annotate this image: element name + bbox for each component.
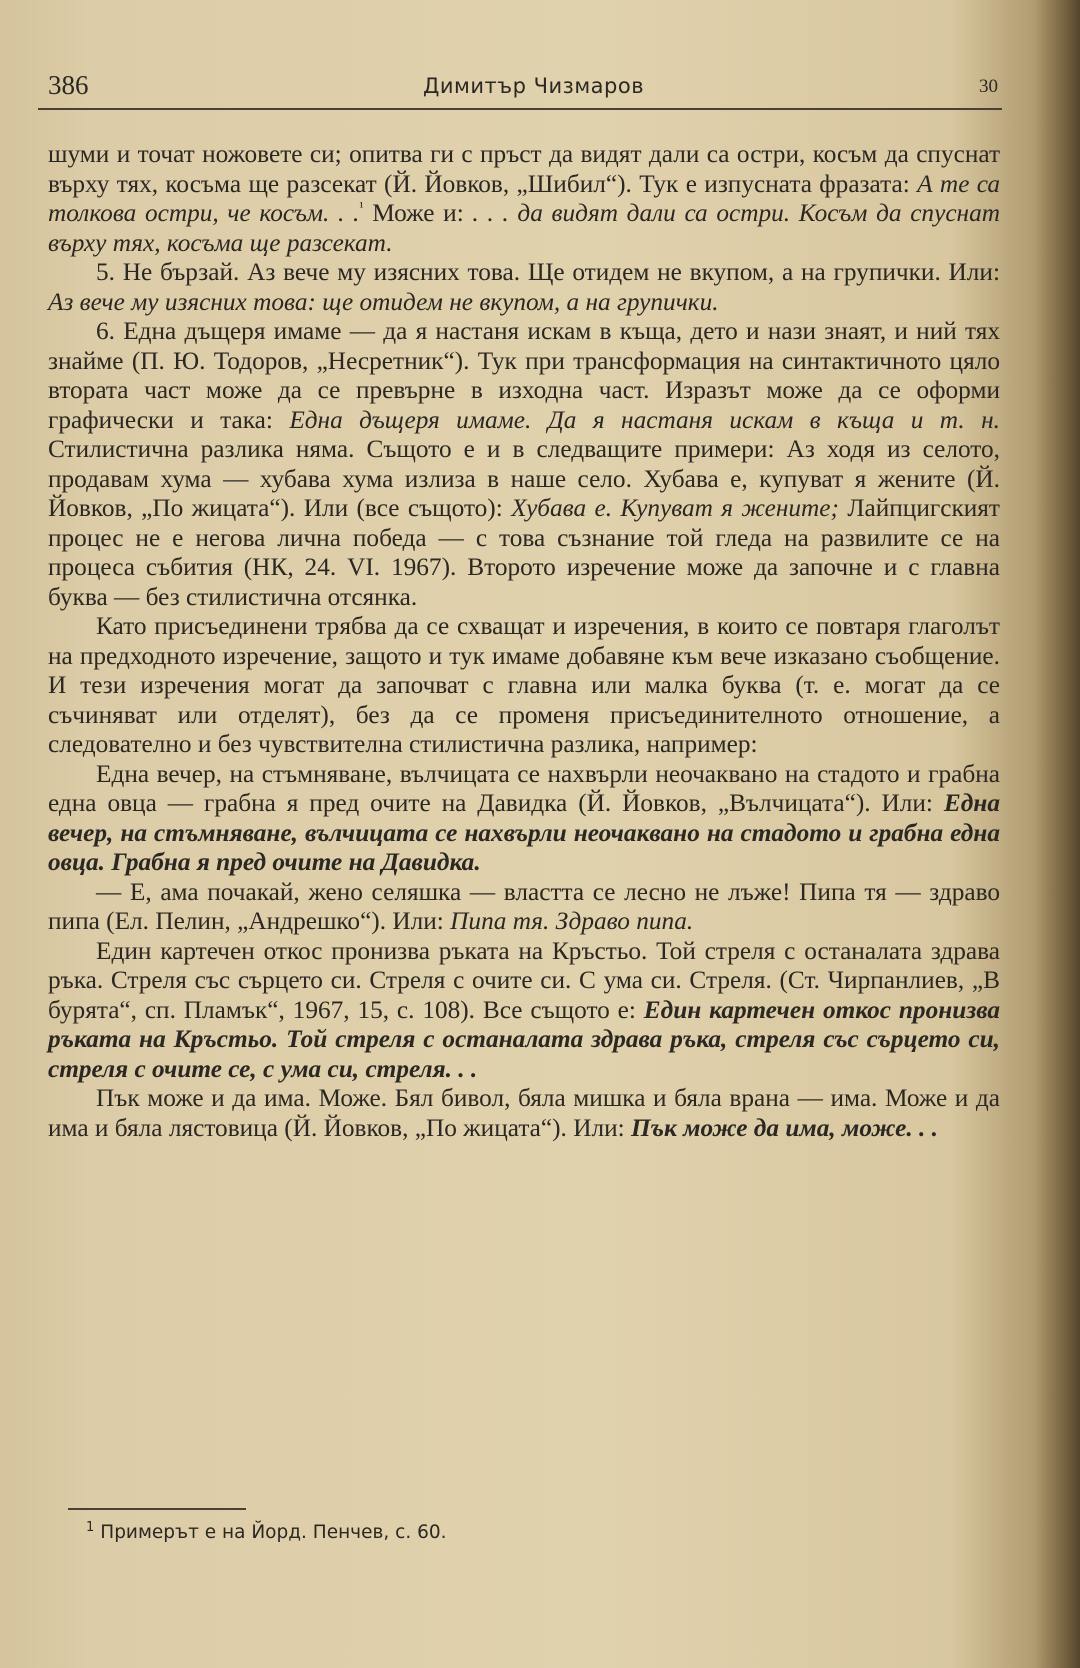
- footnote-text: Примерът е на Йорд. Пенчев, с. 60.: [100, 1522, 447, 1544]
- text-run: Един картечен откос пронизва ръката на Кръстьо. Той стреля с останалата здрава ръка. Стреля със сърцето си. Стреля с очите си. С ума си. Стреля. (Ст. Чирпанлиев, „В бурята“, сп. Пламък“, 1967, 15, с. 108). Все същото е:: [48, 936, 1000, 1024]
- paragraph-1: [48, 140, 1000, 258]
- text-run: 6. Една дъщеря имаме — да я настаня искам в къща, дето и нази знаят, и ний тях знайме (П. Ю. Тодоров, „Несретник“). Тук при трансформация на синтактичното цяло втората част може да се превърне в изходна част. Изразът може да се оформи графически и така:: [48, 317, 1000, 434]
- text-run: Стилистична разлика няма. Същото е и в следващите примери: Аз ходя из селото, продавам хума — хубава хума излиза в наше село. Хубава е, купуват я жените (Й. Йовков, „По жицата“). Или (все същото):: [48, 435, 1000, 522]
- footnote: [86, 1520, 447, 1543]
- page-gutter-shadow: [1034, 0, 1080, 1668]
- text-run: Аз вече му изясних това: ще отидем не вкупом, а на групички.: [48, 287, 719, 316]
- text-run: Пък може и да има. Може. Бял бивол, бяла мишка и бяла врана — има. Може и да има и бяла лястовица (Й. Йовков, „По жицата“). Или:: [48, 1084, 1000, 1142]
- text-run: — Е, ама почакай, жено селяшка — властта се лесно не лъже! Пипа тя — здраво пипа (Ел. Пелин, „Андрешко“). Или:: [48, 877, 1000, 935]
- text-run: 5. Не бързай. Аз вече му изясних това. Ще отидем не вкупом, а на групички. Или:: [96, 258, 1000, 286]
- paragraph-3: [48, 317, 1000, 612]
- paragraph-2: [48, 258, 1000, 317]
- page-number: 386: [48, 70, 89, 100]
- text-run: Като присъединени трябва да се схващат и изречения, в които се повтаря глаголът на предходното изречение, защото и тук имаме добавяне към вече изказано съобщение. И тези изречения могат да започват с главна или малка буква (т. е. могат да се съчиняват или отделят), без да се променя присъединителното отношение, а следователно и без чувствителна стилистична разлика, например:: [48, 612, 1000, 758]
- paragraph-6: [48, 878, 1000, 937]
- text-run: Пък може да има, може. . .: [631, 1113, 938, 1142]
- text-run: Пипа тя. Здраво пипа.: [450, 907, 694, 935]
- folio-number: 30: [979, 76, 998, 97]
- text-run: ¹: [359, 200, 364, 216]
- paragraph-4: [48, 612, 1000, 760]
- text-run: Една вечер, на стъмняване, вълчицата се нахвърли неочаквано на стадото и грабна една овца — грабна я пред очите на Давидка (Й. Йовков, „Вълчицата“). Или:: [48, 759, 1000, 817]
- paragraph-7: [48, 937, 1000, 1085]
- running-head-author: Димитър Чизмаров: [423, 74, 645, 98]
- text-run: Една вечер, на стъмняване, вълчицата се нахвърли неочаквано на стадото и грабна една овца. Грабна я пред очите на Давидка.: [48, 789, 1000, 876]
- footnote-rule: [68, 1508, 246, 1510]
- text-run: Един картечен откос пронизва ръката на Кръстьо. Той стреля с останалата здрава ръка, стреля със сърцето си, стреля с очите се, с ума си, стреля. . .: [48, 995, 1000, 1083]
- paragraph-5: [48, 760, 1000, 878]
- body-text: [48, 140, 1000, 1143]
- text-run: шуми и точат ножовете си; опитва ги с пръст да видят дали са остри, косъм да спуснат върху тях, косъма ще разсекат (Й. Йовков, „Шибил“). Тук е изпусната фразата:: [48, 140, 1000, 198]
- footnote-mark: 1: [86, 1520, 95, 1535]
- text-run: А те са толкова остри, че косъм. . .: [48, 169, 1000, 227]
- text-run: Може и:: [363, 199, 473, 227]
- running-head: [38, 68, 1002, 110]
- text-run: Хубава е. Купуват я жените;: [511, 494, 839, 522]
- paragraph-8: [48, 1084, 1000, 1143]
- text-run: Лайпцигският процес не е негова лична победа — с това съзнание той гледа на развилите се на процеса събития (НК, 24. VI. 1967). Второто изречение може да започне и с главна буква — без стилистична отсянка.: [48, 494, 1000, 611]
- text-run: Една дъщеря имаме. Да я настаня искам в къща и т. н.: [289, 405, 1000, 434]
- text-run: . . . да видят дали са остри. Косъм да спуснат върху тях, косъма ще разсекат.: [48, 199, 1001, 257]
